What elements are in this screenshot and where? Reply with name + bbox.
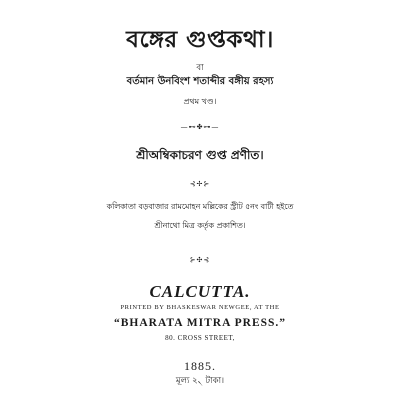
publisher-name: শ্রীনাথো মিত্র কর্তৃক প্রকাশিত। bbox=[154, 221, 246, 230]
book-title: বঙ্গের গুপ্তকথা। bbox=[126, 26, 274, 53]
press-address: 80. CROSS STREET, bbox=[165, 334, 235, 342]
price-line: মূল্য ২৲ টাকা। bbox=[175, 376, 225, 386]
publication-year: 1885. bbox=[184, 359, 216, 373]
publisher-address: কলিকাতা বড়বাজার রামমোহন মল্লিকের স্ট্রীট ৫নং বাটী হইতে bbox=[106, 202, 294, 211]
city-name: CALCUTTA. bbox=[149, 282, 251, 301]
book-subtitle: বর্তমান উনবিংশ শতাব্দীর বঙ্গীয় রহস্য bbox=[126, 76, 274, 87]
press-name: “BHARATA MITRA PRESS.” bbox=[113, 317, 287, 329]
ornament-divider-middle: ⊰✢⊱ bbox=[189, 180, 211, 188]
author-line: শ্রীঅম্বিকাচরণ গুপ্ত প্রণীত। bbox=[136, 148, 264, 162]
ornament-divider-bottom: ⊱✣⊰ bbox=[189, 256, 211, 264]
part-label: প্রথম খণ্ড। bbox=[183, 97, 217, 106]
ornament-divider-top: —⊷✤⊶— bbox=[180, 123, 220, 131]
conjunction-text: বা bbox=[196, 63, 204, 73]
printer-credit: PRINTED BY BHASKESWAR NEWGEE, AT THE bbox=[120, 304, 280, 311]
